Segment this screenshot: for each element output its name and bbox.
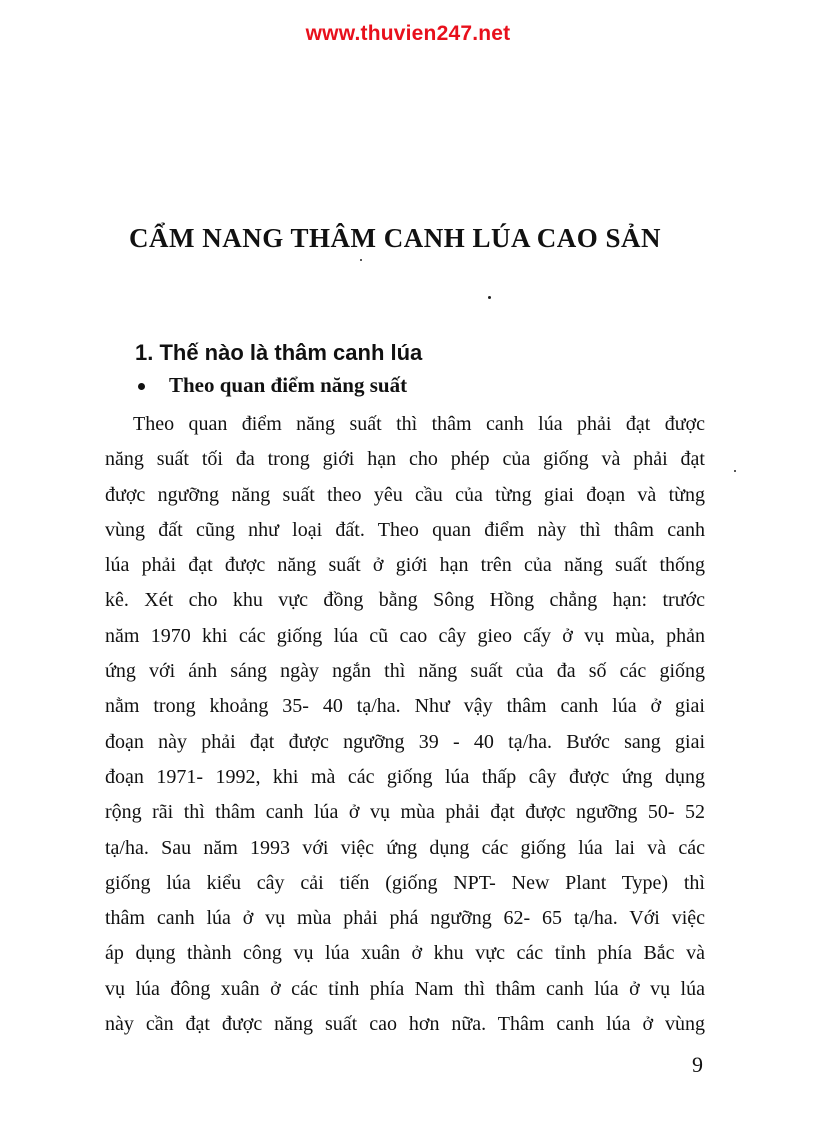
bullet-heading-label: Theo quan điểm năng suất: [169, 373, 408, 397]
scan-speck: [360, 259, 362, 261]
paragraph-line: nằm trong khoảng 35- 40 tạ/ha. Như vậy thâm canh lúa ở giai: [105, 695, 705, 718]
paragraph-line: đoạn 1971- 1992, khi mà các giống lúa thấp cây được ứng dụng: [105, 765, 705, 788]
paragraph-line: ứng với ánh sáng ngày ngắn thì năng suất của đa số các giống: [105, 660, 705, 683]
paragraph-line: này cần đạt được năng suất cao hơn nữa. Thâm canh lúa ở vùng: [105, 1013, 705, 1036]
scan-speck: [488, 296, 491, 299]
paragraph-line: Theo quan điểm năng suất thì thâm canh lúa phải đạt được: [133, 413, 705, 435]
paragraph-line: được ngưỡng năng suất theo yêu cầu của từng giai đoạn và từng: [105, 483, 705, 506]
section-heading: 1. Thế nào là thâm canh lúa: [135, 340, 423, 366]
paragraph-line: tạ/ha. Sau năm 1993 với việc ứng dụng các giống lúa lai và các: [105, 836, 705, 859]
paragraph-line: vùng đất cũng như loại đất. Theo quan điểm này thì thâm canh: [105, 518, 705, 541]
paragraph-line: vụ lúa đông xuân ở các tỉnh phía Nam thì thâm canh lúa ở vụ lúa: [105, 977, 705, 1000]
paragraph-line: thâm canh lúa ở vụ mùa phải phá ngưỡng 62- 65 tạ/ha. Với việc: [105, 907, 705, 930]
bullet-dot-icon: [138, 383, 145, 390]
paragraph-line: kê. Xét cho khu vực đồng bằng Sông Hồng chẳng hạn: trước: [105, 589, 705, 612]
paragraph-line: áp dụng thành công vụ lúa xuân ở khu vực các tỉnh phía Bắc và: [105, 942, 705, 965]
bullet-heading: [138, 373, 407, 398]
paragraph-line: rộng rãi thì thâm canh lúa ở vụ mùa phải đạt được ngưỡng 50- 52: [105, 801, 705, 824]
scan-speck: [734, 470, 736, 472]
paragraph-line: giống lúa kiểu cây cải tiến (giống NPT- New Plant Type) thì: [105, 871, 705, 894]
body-paragraph: [105, 407, 705, 1042]
paragraph-line: năm 1970 khi các giống lúa cũ cao cây gieo cấy ở vụ mùa, phản: [105, 624, 705, 647]
paragraph-line: lúa phải đạt được năng suất ở giới hạn trên của năng suất thống: [105, 554, 705, 577]
watermark-link[interactable]: www.thuvien247.net: [305, 22, 511, 45]
paragraph-line: năng suất tối đa trong giới hạn cho phép của giống và phải đạt: [105, 448, 705, 471]
page-number: 9: [692, 1052, 703, 1077]
page-title: CẨM NANG THÂM CANH LÚA CAO SẢN: [128, 223, 661, 254]
paragraph-line: đoạn này phải đạt được ngưỡng 39 - 40 tạ/ha. Bước sang giai: [105, 730, 705, 753]
